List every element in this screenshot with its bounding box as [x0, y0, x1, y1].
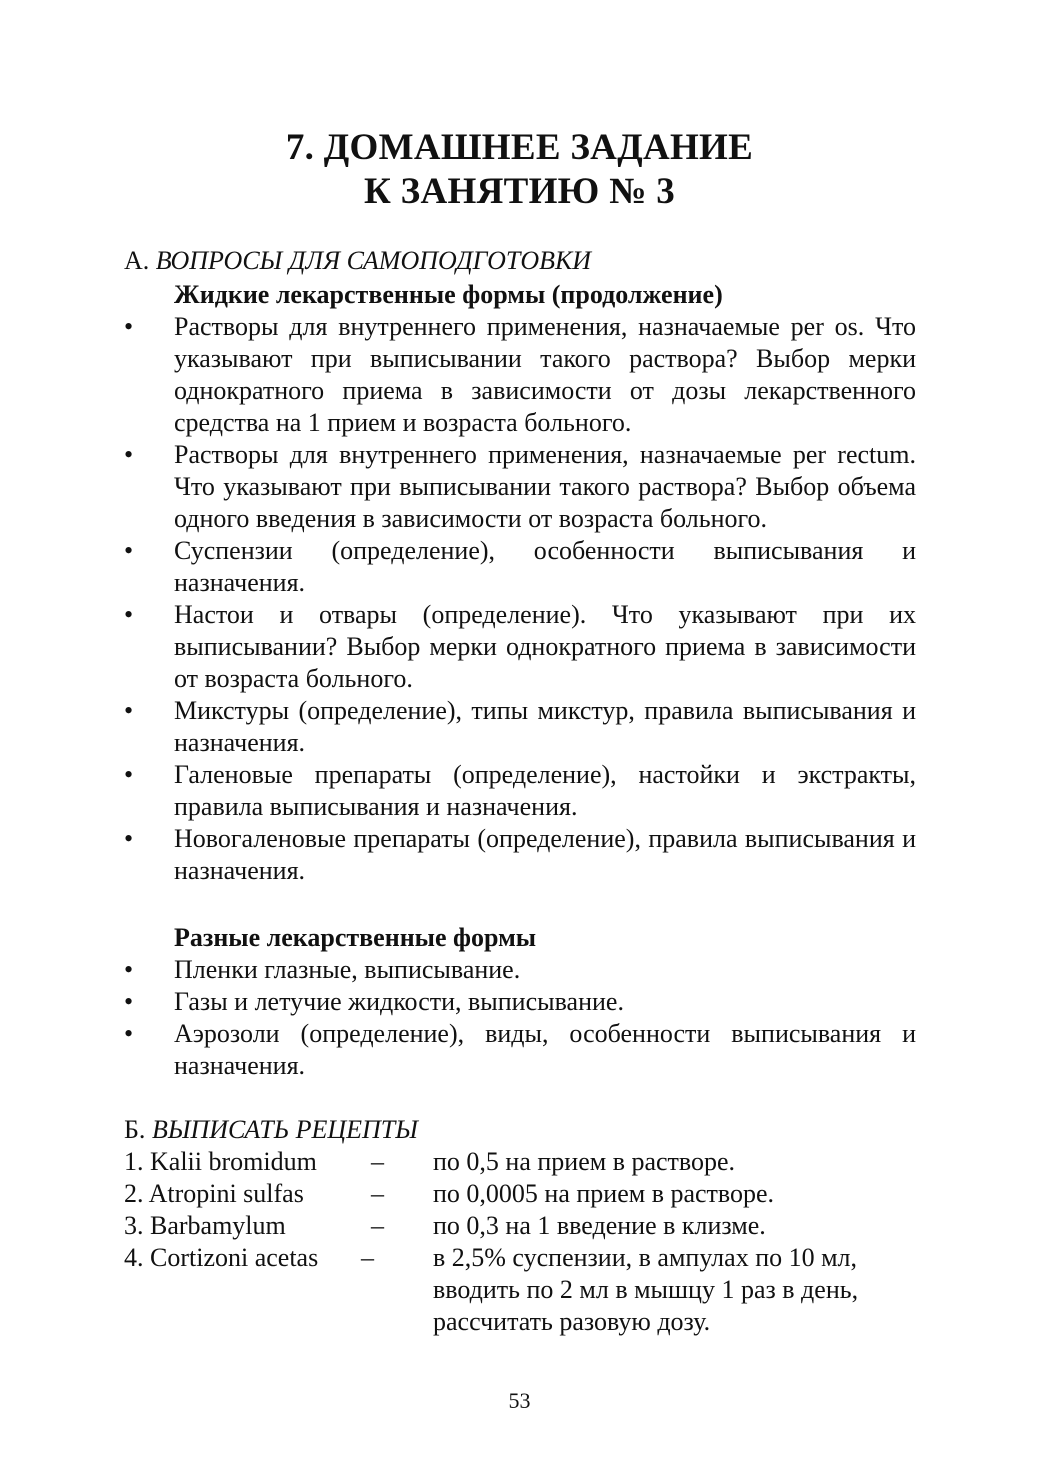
dosage-text: [433, 1146, 916, 1178]
list-item-text: Новогаленовые препараты (определение), правила выписывания и назначения.: [174, 824, 916, 885]
bullet-icon: •: [124, 955, 134, 984]
page-title-line-2: К ЗАНЯТИЮ № 3: [363, 171, 676, 212]
dosage-line: по 0,0005 на прием в растворе.: [433, 1179, 775, 1208]
prescription-list: [124, 1146, 916, 1338]
bullet-icon: •: [124, 600, 134, 629]
section-a-heading: [124, 245, 591, 277]
list-item: [124, 986, 916, 1018]
list-item-text: Растворы для внутреннего применения, назначаемые per os. Что указывают при выписывании такого раствора? Выбор мерки однократного приема в зависимости от дозы лекарственного средства на 1 прием и возраста больного.: [174, 312, 916, 437]
list-item: [124, 599, 916, 695]
drug-name: 1. Kalii bromidum: [124, 1147, 317, 1176]
list-item-text: Микстуры (определение), типы микстур, правила выписывания и назначения.: [174, 696, 916, 757]
list-item: [124, 535, 916, 599]
dosage-line: рассчитать разовую дозу.: [433, 1307, 711, 1336]
drug-name: 3. Barbamylum: [124, 1211, 286, 1240]
list-item-text: Пленки глазные, выписывание.: [174, 955, 521, 984]
list-item-text: Растворы для внутреннего применения, назначаемые per rectum. Что указывают при выписывании такого раствора? Выбор объема одного введения в зависимости от возраста больного.: [174, 440, 916, 533]
bullet-icon: •: [124, 696, 134, 725]
dosage-text: [433, 1210, 916, 1242]
dosage-line: вводить по 2 мл в мышцу 1 раз в день,: [433, 1275, 859, 1304]
page-number: 53: [508, 1388, 531, 1413]
group1-heading: Жидкие лекарственные формы (продолжение): [174, 280, 723, 309]
dosage-line: в 2,5% суспензии, в ампулах по 10 мл,: [433, 1243, 858, 1272]
list-item: [124, 759, 916, 823]
dash: –: [371, 1147, 384, 1176]
bullet-icon: •: [124, 760, 134, 789]
section-b-caption: ВЫПИСАТЬ РЕЦЕПТЫ: [151, 1115, 418, 1144]
prescription-row: [124, 1242, 916, 1338]
bullet-icon: •: [124, 536, 134, 565]
drug-name: 2. Atropini sulfas: [124, 1179, 304, 1208]
group1-list: [124, 311, 916, 887]
section-b-heading: [124, 1114, 418, 1146]
dash: –: [371, 1211, 384, 1240]
bullet-icon: •: [124, 987, 134, 1016]
prescription-row: [124, 1210, 916, 1242]
list-item-text: Галеновые препараты (определение), настойки и экстракты, правила выписывания и назначения.: [174, 760, 916, 821]
list-item: [124, 954, 916, 986]
list-item: [124, 823, 916, 887]
dash: –: [361, 1243, 374, 1272]
dosage-line: по 0,5 на прием в растворе.: [433, 1147, 736, 1176]
list-item: [124, 439, 916, 535]
dash: –: [371, 1179, 384, 1208]
group2-list: [124, 954, 916, 1082]
bullet-icon: •: [124, 824, 134, 853]
bullet-icon: •: [124, 440, 134, 469]
dosage-text: [433, 1178, 916, 1210]
list-item-text: Настои и отвары (определение). Что указывают при их выписывании? Выбор мерки однократного приема в зависимости от возраста больного.: [174, 600, 916, 693]
dosage-text: [433, 1242, 916, 1338]
section-a-letter: А.: [124, 246, 150, 275]
prescription-row: [124, 1146, 916, 1178]
list-item-text: Аэрозоли (определение), виды, особенности выписывания и назначения.: [174, 1019, 916, 1080]
section-a-caption: ВОПРОСЫ ДЛЯ САМОПОДГОТОВКИ: [155, 246, 592, 275]
dosage-line: по 0,3 на 1 введение в клизме.: [433, 1211, 766, 1240]
list-item-text: Газы и летучие жидкости, выписывание.: [174, 987, 624, 1016]
bullet-icon: •: [124, 312, 134, 341]
list-item: [124, 695, 916, 759]
page-title-line-1: 7. ДОМАШНЕЕ ЗАДАНИЕ: [285, 127, 754, 168]
list-item: [124, 311, 916, 439]
list-item: [124, 1018, 916, 1082]
list-item-text: Суспензии (определение), особенности выписывания и назначения.: [174, 536, 916, 597]
section-b-letter: Б.: [124, 1115, 146, 1144]
group2-heading: Разные лекарственные формы: [174, 923, 537, 952]
prescription-row: [124, 1178, 916, 1210]
bullet-icon: •: [124, 1019, 134, 1048]
drug-name: 4. Cortizoni acetas: [124, 1243, 319, 1272]
